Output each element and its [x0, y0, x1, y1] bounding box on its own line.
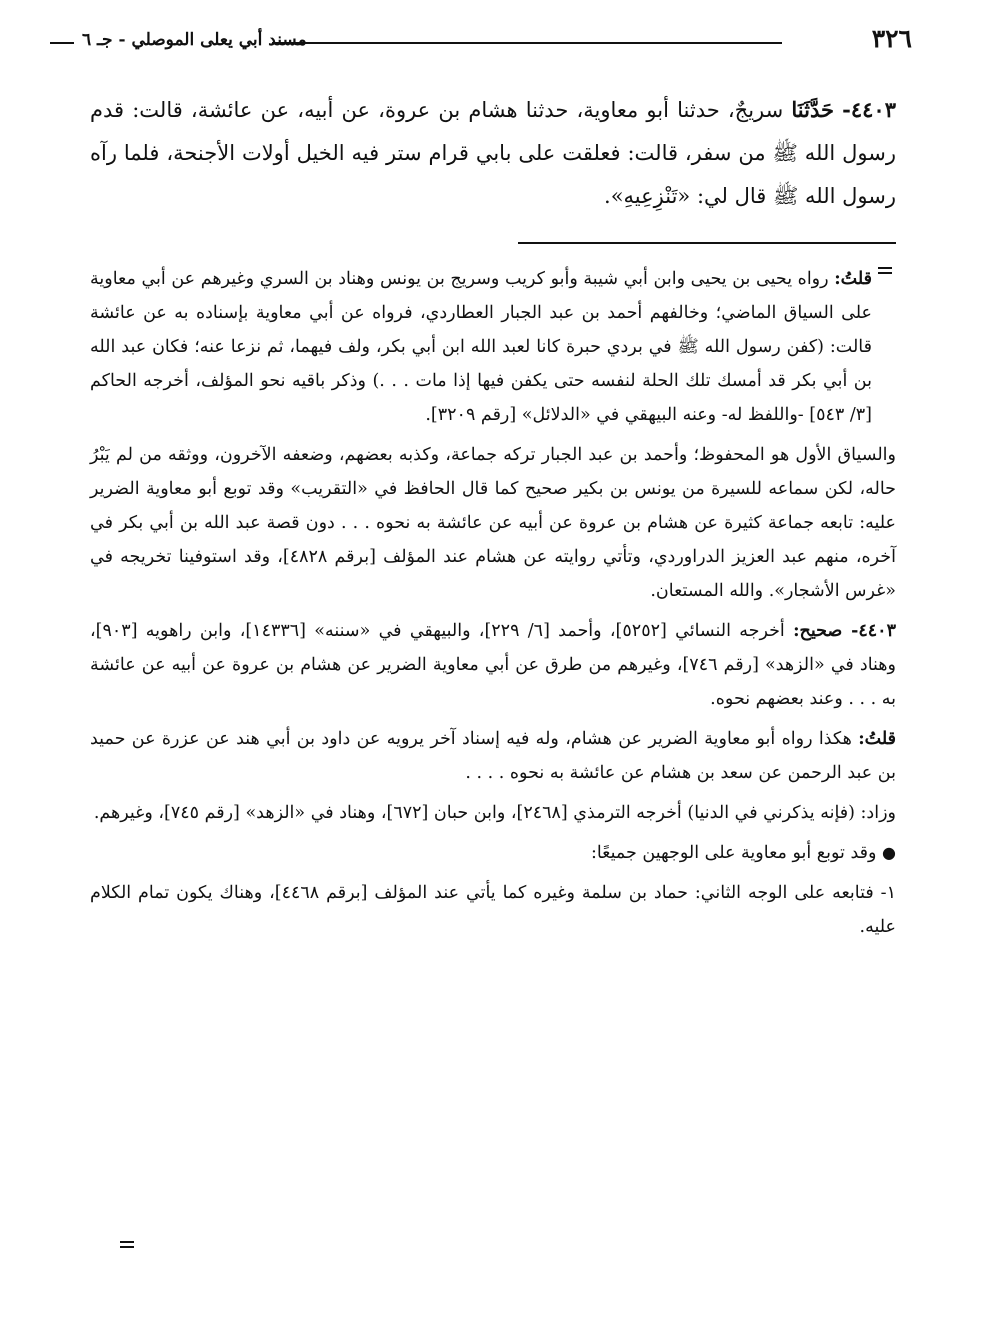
note-text: وزاد: (فإنه يذكرني في الدنيا) أخرجه الترمذي [٢٤٦٨]، وابن حبان [٦٧٢]، وهناد في «الزهد» [رقم ٧٤٥]، وغيرهم.: [93, 803, 896, 823]
note-label: ٤٤٠٣- صحيح:: [793, 621, 896, 641]
note-paragraph: [90, 876, 896, 944]
note-text: وقد توبع أبو معاوية على الوجهين جميعًا:: [590, 843, 883, 863]
note-text: أخرجه النسائي [٥٢٥٢]، وأحمد [٦/ ٢٢٩]، والبيهقي في «سننه» [١٤٣٣٦]، وابن راهويه [٩٠٣]، وهناد في «الزهد» [رقم ٧٤٦]، وغيرهم من طرق عن أبي معاوية الضرير عن هشام بن عروة عن أبيه عن عائشة به . . . وعند بعضهم نحوه.: [90, 621, 896, 709]
note-paragraph: [90, 836, 896, 870]
footnote-separator: [518, 242, 896, 244]
note-paragraph: [90, 722, 896, 790]
header-rule: [272, 42, 782, 44]
hadith-body: سريجٌ، حدثنا أبو معاوية، حدثنا هشام بن عروة، عن أبيه، عن عائشة، قالت: قدم رسول الله ﷺ من سفر، قالت: فعلقت على بابي قرام ستر فيه الخيل أولات الأجنحة، فلما رآه رسول الله ﷺ قال لي: «تَنْزِعِيهِ».: [90, 98, 896, 208]
continuation-mark: [120, 1238, 134, 1250]
running-header: [82, 24, 912, 64]
bullet-icon: ●: [882, 843, 896, 862]
hadith-text: [90, 88, 896, 218]
running-title: مسند أبي يعلى الموصلي - جـ ٦: [82, 30, 307, 50]
note-text: والسياق الأول هو المحفوظ؛ وأحمد بن عبد الجبار تركه جماعة، وكذبه بعضهم، وضعفه الآخرون، ووثقه من لم يَبْرُ حاله، لكن سماعه للسيرة من يونس بن بكير صحيح كما قال الحافظ في «التقريب» وقد توبع أبو معاوية الضرير عليه: تابعه جماعة كثيرة عن هشام بن عروة عن أبيه عن عائشة به نحوه . . . دون قصة عبد الله بن أبي بكر في آخره، منهم عبد العزيز الدراوردي، وتأتي روايته عن هشام عند المؤلف [برقم ٤٨٢٨]، وقد استوفينا تخريجه في «غرس الأشجار». والله المستعان.: [90, 445, 896, 601]
hadith-opening: حَدَّثَنَا: [791, 97, 834, 122]
note-label: قلتُ:: [858, 729, 896, 749]
header-dash: [50, 42, 74, 44]
note-label: قلتُ:: [834, 269, 872, 289]
note-text: هكذا رواه أبو معاوية الضرير عن هشام، وله فيه إسناد آخر يرويه عن داود بن أبي هند عن عزرة عن حميد بن عبد الرحمن عن سعد بن هشام عن عائشة به نحوه . . . .: [90, 729, 896, 783]
note-paragraph: [90, 262, 896, 432]
note-paragraph: [90, 796, 896, 830]
hadith-number: ٤٤٠٣-: [842, 97, 896, 122]
note-paragraph: [90, 438, 896, 608]
note-text: رواه يحيى بن يحيى وابن أبي شيبة وأبو كريب وسريج بن يونس وهناد بن السري وغيرهم عن أبي معاوية على السياق الماضي؛ وخالفهم أحمد بن عبد الجبار العطاردي، فرواه عن أبي معاوية بإسناده به عن عائشة قالت: (كفن رسول الله ﷺ في بردي حبرة كانا لعبد الله ابن أبي بكر، ولف فيهما، ثم نزعا عنه؛ فكان عبد الله بن أبي بكر قد أمسك تلك الحلة لنفسه حتى يكفن فيها إذا مات . . .) وذكر باقيه نحو المؤلف، أخرجه الحاكم [٣/ ٥٤٣] -واللفظ له- وعنه البيهقي في «الدلائل» [رقم ٣٢٠٩].: [90, 269, 872, 425]
footnotes: [90, 262, 896, 950]
note-text: ١- فتابعه على الوجه الثاني: حماد بن سلمة وغيره كما يأتي عند المؤلف [برقم ٤٤٦٨]، وهناك يكون تمام الكلام عليه.: [90, 883, 896, 937]
page-number: ٣٢٦: [871, 24, 912, 53]
note-paragraph: [90, 614, 896, 716]
